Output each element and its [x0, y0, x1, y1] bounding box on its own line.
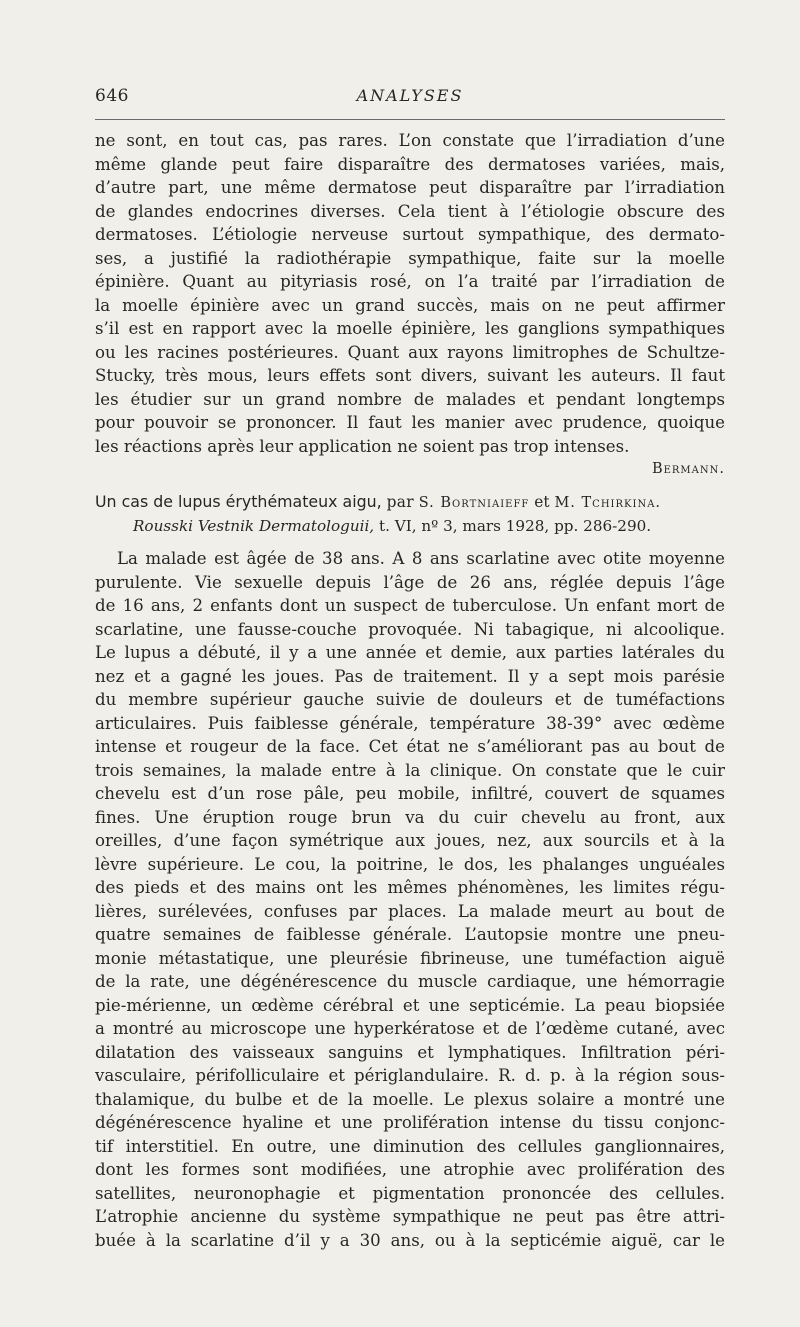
text-line: ses, a justifié la radiothérapie sympathique, faite sur la moelle: [95, 248, 725, 268]
text-line: pie-mérienne, un œdème cérébral et une septicémie. La peau biopsiée: [95, 995, 725, 1015]
text-line: du membre supérieur gauche suivie de douleurs et de tuméfactions: [95, 690, 725, 709]
text-line: d’autre part, une même dermatose peut disparaître par l’irradiation: [95, 178, 725, 197]
text-line: pour pouvoir se prononcer. Il faut les manier avec prudence, quoique: [95, 413, 725, 432]
text-line: la moelle épinière avec un grand succès, mais on ne peut affirmer: [95, 295, 725, 315]
text-line: a montré au microscope une hyperkératose et de l’œdème cutané, avec: [95, 1019, 725, 1038]
text-line: scarlatine, une fausse-couche provoquée. Ni tabagique, ni alcoolique.: [95, 619, 725, 639]
text-line: nez et a gagné les joues. Pas de traitement. Il y a sept mois parésie: [95, 666, 725, 686]
text-line: purulente. Vie sexuelle depuis l’âge de 26 ans, réglée depuis l’âge: [95, 572, 725, 592]
header-rule: [95, 119, 725, 120]
text-line: satellites, neuronophagie et pigmentation prononcée des cellules.: [95, 1183, 725, 1203]
citation-line: [95, 514, 725, 539]
text-line: trois semaines, la malade entre à la clinique. On constate que le cuir: [95, 760, 725, 780]
article-title: Un cas de lupus érythémateux aigu,: [95, 492, 382, 511]
text-line: tif interstitiel. En outre, une diminution des cellules ganglionnaires,: [95, 1136, 725, 1156]
text-line: de la rate, une dégénérescence du muscle cardiaque, une hémorragie: [95, 972, 725, 991]
text-line: s’il est en rapport avec la moelle épinière, les ganglions sympathiques: [95, 319, 725, 338]
text-line: les étudier sur un grand nombre de malades et pendant longtemps: [95, 389, 725, 409]
text-line: même glande peut faire disparaître des dermatoses variées, mais,: [95, 154, 725, 174]
text-line: quatre semaines de faiblesse générale. L’autopsie montre une pneu-: [95, 925, 725, 944]
text-line: dermatoses. L’étiologie nerveuse surtout sympathique, des dermato-: [95, 225, 725, 244]
page-number: 646: [95, 86, 129, 106]
text-line: monie métastatique, une pleurésie fibrineuse, une tuméfaction aiguë: [95, 948, 725, 968]
article-body: [95, 547, 725, 1252]
text-line: articulaires. Puis faiblesse générale, température 38-39° avec œdème: [95, 713, 725, 733]
reviewer-signature: [95, 458, 725, 481]
text-line: de glandes endocrines diverses. Cela tient à l’étiologie obscure des: [95, 201, 725, 221]
text-line: intense et rougeur de la face. Cet état ne s’améliorant pas au bout de: [95, 737, 725, 756]
text-line: dégénérescence hyaline et une prolifération intense du tissu conjonc-: [95, 1113, 725, 1132]
text-line: de 16 ans, 2 enfants dont un suspect de tuberculose. Un enfant mort de: [95, 596, 725, 615]
citation-details: t. VI, nº 3, mars 1928, pp. 286-290.: [378, 517, 652, 535]
text-line: La malade est âgée de 38 ans. A 8 ans scarlatine avec otite moyenne: [117, 549, 725, 568]
text-line: dont les formes sont modifiées, une atrophie avec prolifération des: [95, 1160, 725, 1179]
author-1: S. Bortniaieff: [418, 495, 530, 511]
text-line: les réactions après leur application ne soient pas trop intenses.: [95, 436, 630, 456]
by-word: par: [386, 493, 414, 511]
text-line: chevelu est d’un rose pâle, peu mobile, infiltré, couvert de squames: [95, 784, 725, 803]
running-head: ANALYSES: [356, 86, 464, 105]
page-body: [95, 129, 725, 1252]
text-line: ne sont, en tout cas, pas rares. L’on constate que l’irradiation d’une: [95, 131, 725, 150]
text-line: Stucky, très mous, leurs effets sont divers, suivant les auteurs. Il faut: [95, 366, 725, 385]
text-line: thalamique, du bulbe et de la moelle. Le plexus solaire a montré une: [95, 1089, 725, 1109]
article-title-line: [95, 490, 725, 514]
reviewer-name: Bermann.: [651, 461, 725, 477]
text-line: L’atrophie ancienne du système sympathique ne peut pas être attri-: [95, 1207, 725, 1226]
previous-article-tail: [95, 129, 725, 481]
text-line: buée à la scarlatine d’il y a 30 ans, ou à la septicémie aiguë, car le: [95, 1230, 725, 1250]
text-line: des pieds et des mains ont les mêmes phénomènes, les limites régu-: [95, 878, 725, 897]
article-heading: [95, 490, 725, 539]
and-word: et: [534, 493, 550, 511]
page-header: [95, 86, 725, 110]
text-line: vasculaire, périfolliculaire et périglandulaire. R. d. p. à la région sous-: [95, 1066, 725, 1085]
text-line: lières, surélevées, confuses par places. La malade meurt au bout de: [95, 901, 725, 921]
text-line: oreilles, d’une façon symétrique aux joues, nez, aux sourcils et à la: [95, 831, 725, 850]
journal-name: Rousski Vestnik Dermatologuii,: [133, 517, 375, 535]
text-line: dilatation des vaisseaux sanguins et lymphatiques. Infiltration péri-: [95, 1042, 725, 1062]
text-line: lèvre supérieure. Le cou, la poitrine, le dos, les phalanges unguéales: [95, 854, 725, 874]
author-2: M. Tchirkina.: [554, 495, 662, 511]
text-line: épinière. Quant au pityriasis rosé, on l’a traité par l’irradiation de: [95, 272, 725, 291]
text-line: Le lupus a débuté, il y a une année et demie, aux parties latérales du: [95, 643, 725, 662]
text-line: ou les racines postérieures. Quant aux rayons limitrophes de Schultze-: [95, 342, 725, 362]
text-line: fines. Une éruption rouge brun va du cuir chevelu au front, aux: [95, 807, 725, 827]
